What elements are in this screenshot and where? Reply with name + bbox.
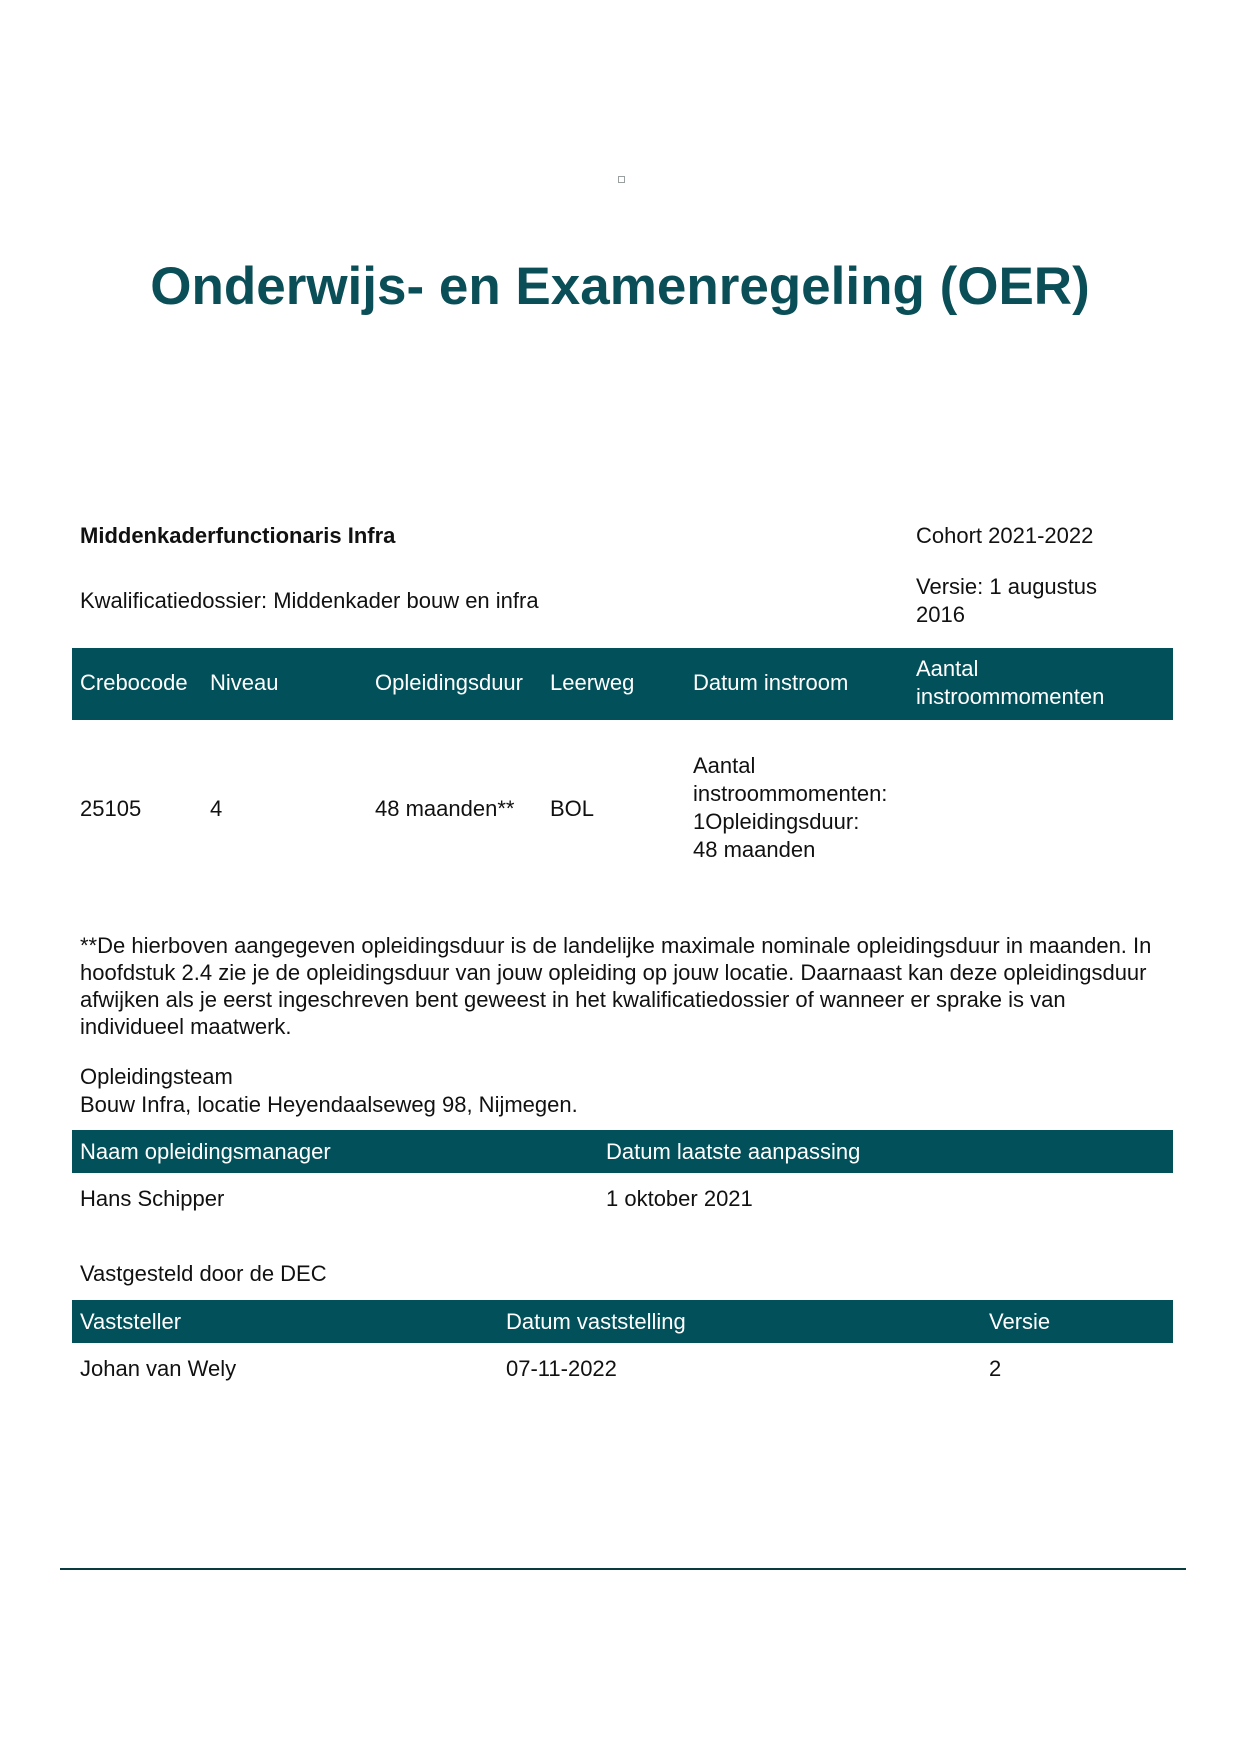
cell-datum-vaststelling: 07-11-2022 <box>506 1356 617 1381</box>
header-leerweg: Leerweg <box>550 670 635 695</box>
header-datum-instroom: Datum instroom <box>693 670 849 695</box>
cell-versie: 2 <box>989 1356 1002 1381</box>
cell-manager-name: Hans Schipper <box>80 1186 225 1211</box>
footer-divider <box>60 1568 1186 1570</box>
cell-last-modified-date: 1 oktober 2021 <box>606 1186 753 1211</box>
header-aantal-line-2: instroommomenten <box>916 684 1105 709</box>
header-naam-opleidingsmanager: Naam opleidingsmanager <box>80 1139 331 1164</box>
cell-datum-line-3: 1Opleidingsduur: <box>693 809 860 834</box>
header-datum-laatste-aanpassing: Datum laatste aanpassing <box>606 1139 861 1164</box>
cell-leerweg: BOL <box>550 796 595 821</box>
program-name: Middenkaderfunctionaris Infra <box>80 523 396 548</box>
header-versie: Versie <box>989 1309 1051 1334</box>
header-niveau: Niveau <box>210 670 279 695</box>
version-line-1: Versie: 1 augustus <box>916 574 1098 599</box>
header-vaststeller: Vaststeller <box>80 1309 182 1334</box>
manager-table-header <box>72 1130 1173 1173</box>
program-table-header <box>72 648 1173 720</box>
header-datum-vaststelling: Datum vaststelling <box>506 1309 686 1334</box>
footnote: **De hierboven aangegeven opleidingsduur is de landelijke maximale nominale opleidingsduur in maanden. In hoofdstuk 2.4 zie je de opleidingsduur van jouw opleiding op jouw locatie. Daarnaast kan deze opleidingsduur afwijken als je eerst ingeschreven bent geweest in het kwalificatiedossier of wanneer er sprake is van individueel maatwerk. <box>80 933 1152 1039</box>
cell-vaststeller: Johan van Wely <box>80 1356 237 1381</box>
header-aantal-line-1: Aantal <box>916 656 979 681</box>
dec-label: Vastgesteld door de DEC <box>80 1261 327 1286</box>
cell-datum-line-2: instroommomenten: <box>693 781 888 806</box>
cell-datum-line-1: Aantal <box>693 753 756 778</box>
team-location: Bouw Infra, locatie Heyendaalseweg 98, Nijmegen. <box>80 1092 578 1117</box>
cohort-label: Cohort 2021-2022 <box>916 523 1094 548</box>
team-label: Opleidingsteam <box>80 1064 233 1089</box>
cell-niveau: 4 <box>210 796 223 821</box>
cell-opleidingsduur: 48 maanden** <box>375 796 515 821</box>
version-line-2: 2016 <box>916 602 965 627</box>
approval-table-header <box>72 1300 1173 1343</box>
page-title: Onderwijs- en Examenregeling (OER) <box>150 257 1090 316</box>
cell-crebocode: 25105 <box>80 796 142 821</box>
header-opleidingsduur: Opleidingsduur <box>375 670 523 695</box>
logo-placeholder <box>618 176 625 183</box>
header-crebocode: Crebocode <box>80 670 188 695</box>
qualification-file: Kwalificatiedossier: Middenkader bouw en infra <box>80 588 539 613</box>
cell-datum-line-4: 48 maanden <box>693 837 816 862</box>
